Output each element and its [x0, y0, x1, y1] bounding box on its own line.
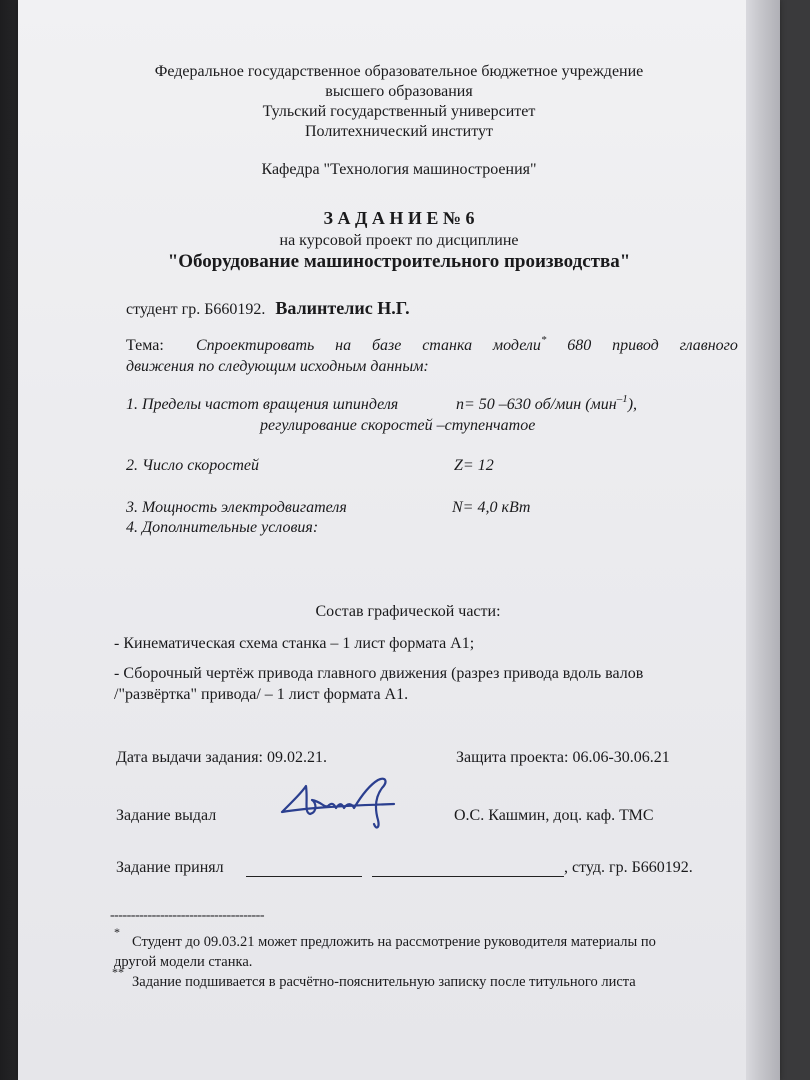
- footnote-1-mark: *: [114, 925, 120, 939]
- footnote-2-mark: **: [112, 965, 124, 979]
- institute-name: Политехнический институт: [305, 123, 493, 140]
- footnote-mark: *: [540, 334, 547, 346]
- topic-word: 680: [567, 337, 592, 354]
- item-1-line-2: регулирование скоростей –ступенчатое: [260, 417, 536, 434]
- footnote-1-line-1: Студент до 09.03.21 может предложить на рассмотрение руководителя материалы по: [132, 934, 656, 950]
- student-name: Валинтелис Н.Г.: [275, 298, 410, 318]
- institution-line-2: высшего образования: [325, 83, 473, 100]
- graphics-title: Состав графической части:: [315, 603, 501, 620]
- topic-word: базе: [371, 337, 402, 354]
- topic-word: Спроектировать: [196, 337, 315, 354]
- student-line: [126, 298, 410, 320]
- issuer-name: О.С. Кашмин, доц. каф. ТМС: [454, 807, 654, 824]
- footnote-rule: -------------------------------------: [110, 908, 264, 923]
- accepted-name-line: [372, 876, 564, 877]
- item-2-label: 2. Число скоростей: [126, 457, 260, 474]
- handwritten-signature: [276, 772, 416, 834]
- topic-line-2: движения по следующим исходным данным:: [126, 358, 429, 375]
- accepted-signature-line: [246, 876, 362, 877]
- assignment-subtitle: на курсовой проект по дисциплине: [279, 232, 519, 249]
- accepted-group: , студ. гр. Б660192.: [564, 859, 693, 876]
- item-2-value: Z= 12: [454, 457, 494, 474]
- issued-by-label: Задание выдал: [116, 807, 217, 824]
- item-3-value: N= 4,0 кВт: [452, 499, 531, 516]
- accepted-by-label: Задание принял: [116, 859, 224, 876]
- topic-word: главного: [679, 337, 738, 354]
- assignment-title: З А Д А Н И Е № 6: [323, 208, 475, 228]
- item-4-label: 4. Дополнительные условия:: [126, 519, 319, 536]
- item-3-label: 3. Мощность электродвигателя: [126, 499, 347, 516]
- topic-line-1: [196, 336, 738, 357]
- department-name: Кафедра "Технология машиностроения": [261, 161, 537, 178]
- topic-word: привод: [612, 337, 659, 354]
- defense-date: Защита проекта: 06.06-30.06.21: [456, 749, 670, 766]
- topic-label: Тема:: [126, 337, 164, 354]
- issue-date: Дата выдачи задания: 09.02.21.: [116, 749, 327, 766]
- graphics-item-1: - Кинематическая схема станка – 1 лист формата А1;: [114, 635, 475, 652]
- institution-line-1: Федеральное государственное образовательное бюджетное учреждение: [154, 63, 644, 80]
- topic-word: станка: [422, 337, 473, 354]
- topic-word: на: [335, 337, 352, 354]
- sleeve-edge: [746, 0, 780, 1080]
- graphics-item-2-line-2: /"развёртка" привода/ – 1 лист формата А1.: [114, 686, 409, 703]
- item-1-value: n= 50 –630 об/мин (мин$^{-1}$),: [456, 393, 638, 413]
- discipline-name: "Оборудование машиностроительного производства": [167, 251, 631, 272]
- item-1-label: 1. Пределы частот вращения шпинделя: [126, 396, 399, 413]
- footnote-2-text: Задание подшивается в расчётно-пояснительную записку после титульного листа: [132, 974, 636, 990]
- student-group: студент гр. Б660192.: [126, 301, 266, 318]
- footnote-1-line-2: другой модели станка.: [114, 954, 253, 970]
- university-name: Тульский государственный университет: [262, 103, 536, 120]
- topic-word-with-mark: модели*: [492, 334, 547, 354]
- graphics-item-2-line-1: - Сборочный чертёж привода главного движения (разрез привода вдоль валов: [114, 665, 644, 682]
- document-page: [18, 0, 780, 1080]
